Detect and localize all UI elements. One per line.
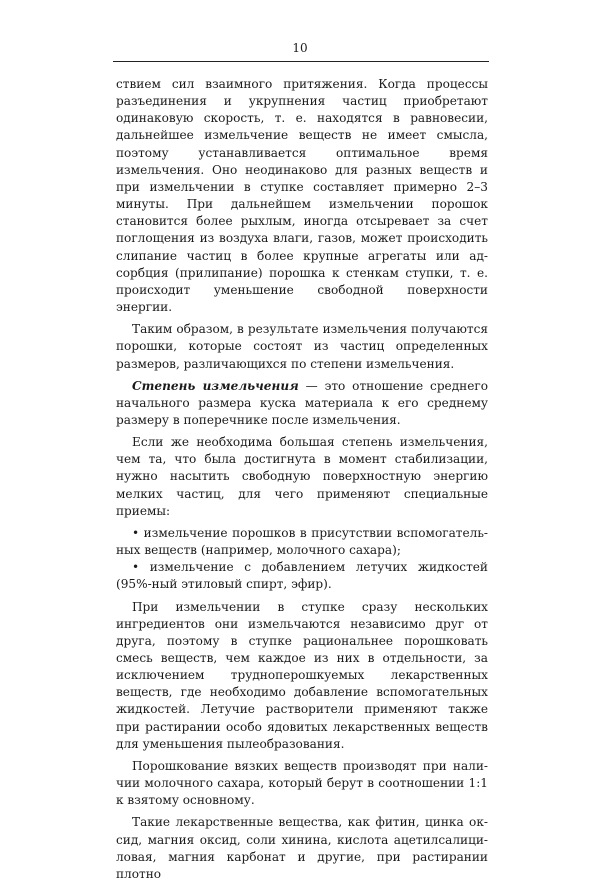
paragraph: Порошкование вязких веществ производят при наличии молочного сахара, который берут в соотношении 1:1 к взятому основному. bbox=[116, 758, 488, 808]
page-body bbox=[116, 76, 488, 888]
paragraph: При измельчении в ступке сразу нескольких ингредиентов они измельчаются независимо друг от друга, поэтому в ступке рациональнее порошковать смесь веществ, чем каждое из них в отдельности, за исключением трудноперошкуемых лекарственных веществ, где необходимо добавление вспомогательных жидкостей. Летучие растворители применяют также при растирании особо ядовитых лекарственных веществ для уменьшения пылеобразования. bbox=[116, 599, 488, 751]
bullet-item: • измельчение с добавлением летучих жидкостей (95%-ный этиловый спирт, эфир). bbox=[116, 560, 488, 592]
definition-text: — это отношение среднего начального размера куска материала к его среднему размеру в поперечнике после измельчения. bbox=[116, 378, 488, 427]
header-rule bbox=[113, 61, 489, 62]
page-number: 10 bbox=[292, 41, 308, 55]
paragraph: Если же необходима большая степень измельчения, чем та, что была достигнута в момент стабилизации, нужно насытить свободную поверхностную энергию мелких частиц, для чего применяют специальные приемы: bbox=[116, 435, 488, 518]
paragraph: Таким образом, в результате измельчения получаются порошки, которые состоят из частиц определенных размеров, различающихся по степени измельчения. bbox=[116, 322, 488, 371]
bullet-item: • измельчение порошков в присутствии вспомогательных веществ (например, молочного сахара); bbox=[116, 525, 488, 558]
paragraph-continued: ствием сил взаимного притяжения. Когда процессы разъединения и укрупнения частиц приобретают одинаковую скорость, т. е. находятся в равновесии, дальнейшее измельчение веществ не имеет смысла, поэтому устанавливается оптимальное время измельчения. Оно неодинаково для разных веществ и при измельчении в ступке составляет примерно 2–3 минуты. При дальнейшем измельчении порошок становится более рыхлым, иногда отсыревает за счет поглощения из воздуха влаги, газов, может происходить слипание частиц в более крупные агрегаты или адсорбция (прилипание) порошка к стенкам ступки, т. е. происходит уменьшение свободной поверхности энергии. bbox=[116, 77, 488, 315]
definition-paragraph bbox=[116, 378, 488, 429]
paragraph: Такие лекарственные вещества, как фитин, цинка оксид, магния оксид, соли хинина, кислота ацетилсалициловая, магния карбонат и другие, при растирании плотно bbox=[116, 815, 488, 881]
defined-term: Степень измельчения bbox=[132, 378, 299, 393]
